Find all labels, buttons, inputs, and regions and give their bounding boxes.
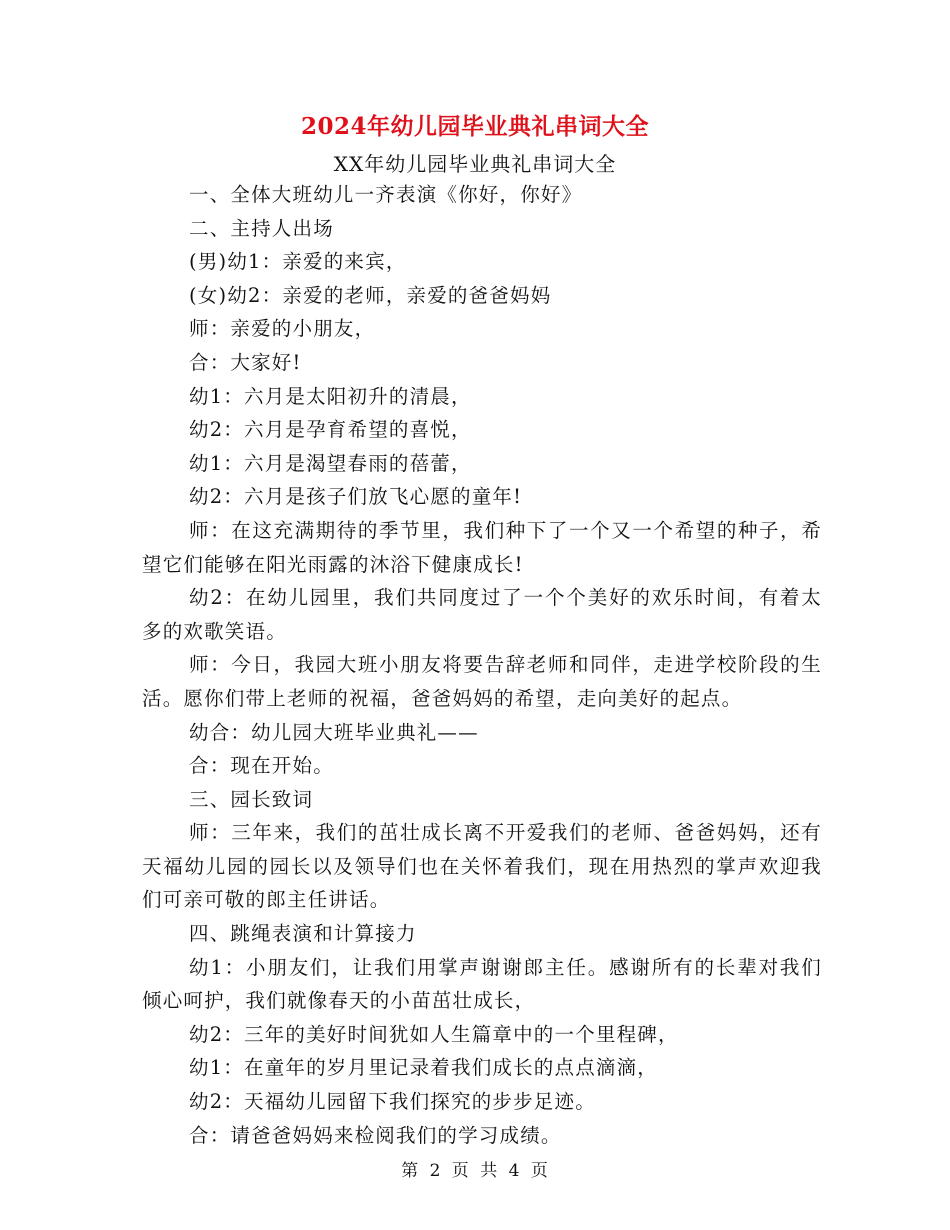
paragraph: 幼2：六月是孩子们放飞心愿的童年! <box>189 485 523 509</box>
paragraph: 幼2：六月是孕育希望的喜悦， <box>189 418 472 442</box>
document-subtitle: XX年幼儿园毕业典礼串词大全 <box>333 152 617 176</box>
paragraph: 合：大家好! <box>189 350 302 374</box>
paragraph: 师：在这充满期待的季节里，我们种下了一个又一个希望的种子，希望它们能够在阳光雨露的沐浴下健康成长! <box>142 518 822 576</box>
paragraph: 幼1：小朋友们，让我们用掌声谢谢郎主任。感谢所有的长辈对我们倾心呵护，我们就像春天的小苗茁壮成长， <box>142 955 822 1013</box>
paragraph: 幼合：幼儿园大班毕业典礼—— <box>189 720 479 744</box>
paragraph: 一、全体大班幼儿一齐表演《你好，你好》 <box>189 183 583 206</box>
paragraph: 幼2：天福幼儿园留下我们探究的步步足迹。 <box>189 1090 596 1114</box>
paragraph: 合：请爸爸妈妈来检阅我们的学习成绩。 <box>189 1123 562 1147</box>
document-body <box>142 178 822 1152</box>
page-number-footer: 第 2 页 共 4 页 <box>401 1161 549 1181</box>
paragraph: 合：现在开始。 <box>189 754 334 778</box>
paragraph: 幼1：六月是太阳初升的清晨， <box>189 384 472 408</box>
paragraph: (男)幼1：亲爱的来宾， <box>189 250 407 274</box>
document-title: 2024年幼儿园毕业典礼串词大全 <box>300 113 649 140</box>
paragraph: (女)幼2：亲爱的老师，亲爱的爸爸妈妈 <box>189 283 552 307</box>
paragraph: 二、主持人出场 <box>189 216 334 240</box>
paragraph: 师：今日，我园大班小朋友将要告辞老师和同伴，走进学校阶段的生活。愿你们带上老师的祝福，爸爸妈妈的希望，走向美好的起点。 <box>142 653 822 710</box>
paragraph: 幼1：六月是渴望春雨的蓓蕾， <box>189 451 472 475</box>
paragraph: 四、跳绳表演和计算接力 <box>189 922 417 946</box>
paragraph: 幼2：三年的美好时间犹如人生篇章中的一个里程碑， <box>189 1022 679 1046</box>
paragraph: 幼2：在幼儿园里，我们共同度过了一个个美好的欢乐时间，有着太多的欢歌笑语。 <box>142 586 822 643</box>
paragraph: 师：三年来，我们的茁壮成长离不开爱我们的老师、爸爸妈妈，还有天福幼儿园的园长以及领导们也在关怀着我们，现在用热烈的掌声欢迎我们可亲可敬的郎主任讲话。 <box>142 821 822 912</box>
paragraph: 三、园长致词 <box>189 787 314 811</box>
paragraph: 师：亲爱的小朋友， <box>189 317 376 341</box>
paragraph: 幼1：在童年的岁月里记录着我们成长的点点滴滴， <box>189 1056 659 1080</box>
